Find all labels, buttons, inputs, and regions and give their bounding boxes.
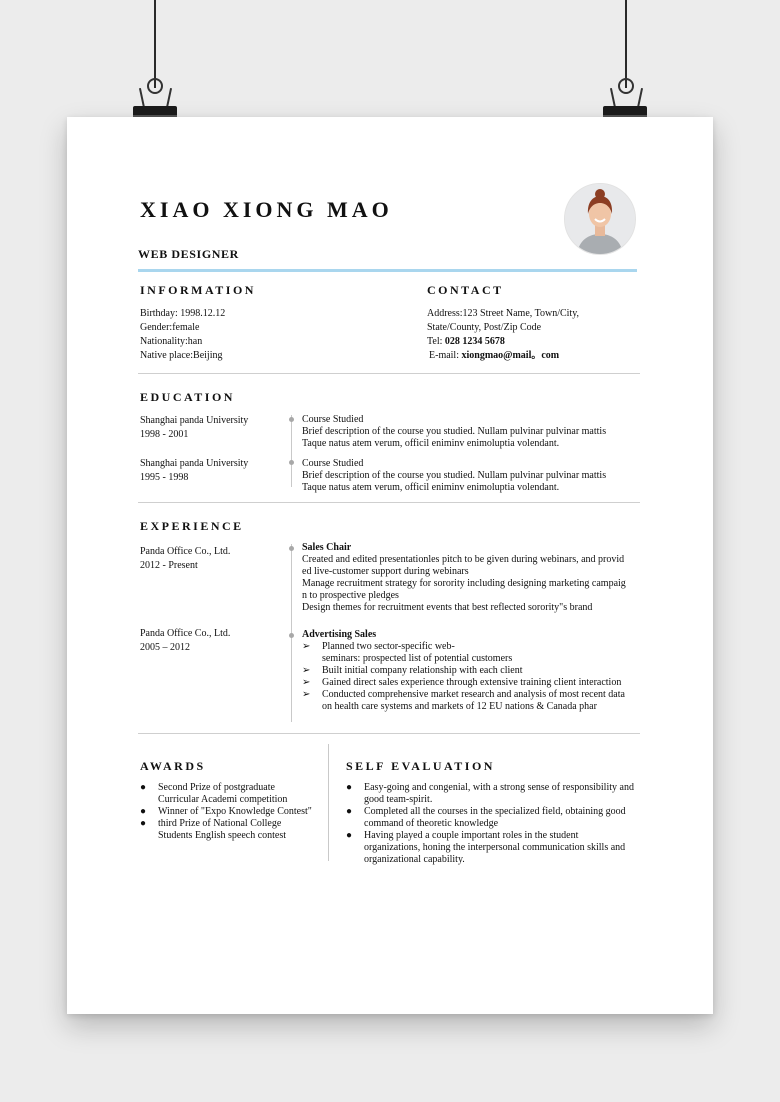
role-line: Manage recruitment strategy for sorority including designing marketing campaig [302,578,626,589]
list-item: ● Having played a couple important roles in the student organizations, honing the interpersonal communication skills and organizational capability. [346,830,626,865]
experience-heading: EXPERIENCE [140,519,244,533]
timeline-dot [289,546,294,551]
list-item: ● Easy-going and congenial, with a strong sense of responsibility and good team-spirit. [346,782,634,805]
awards-list [140,782,320,842]
course-desc: Taque natus atem verum, officil eniminv enimoluptia volendant. [302,438,560,449]
education-item-1-left [140,414,248,442]
native-place-text: Native place:Beijing [140,350,223,361]
bullet-icon: ● [140,818,147,829]
role-bullets [302,641,625,713]
address-line-2: State/County, Post/Zip Code [427,322,542,333]
school-name: Shanghai panda University [140,415,249,426]
list-item: ● third Prize of National College Students English speech contest [140,818,287,841]
timeline-dot [289,417,294,422]
role-title: Sales Chair [302,542,352,553]
hanging-wire-left [154,0,156,88]
email-label: E-mail: [429,350,462,361]
nationality-text: Nationality:han [140,336,203,347]
bottom-column-divider [328,744,329,861]
experience-item-1-right [302,542,626,614]
email-line [427,349,579,363]
experience-item-2-right [302,629,625,713]
experience-item-1-left [140,545,230,573]
school-years: 1995 - 1998 [140,472,189,483]
education-item-2-left [140,457,248,485]
address-line-1: Address:123 Street Name, Town/City, [427,308,580,319]
list-item: ● Winner of "Expo Knowledge Contest" [140,806,312,817]
list-item: seminars: prospected list of potential customers [322,653,513,664]
timeline-dot [289,633,294,638]
arrow-bullet-icon: ➢ [302,677,311,688]
course-title: Course Studied [302,458,364,469]
divider-education [138,502,640,503]
role-title: Advertising Sales [302,629,377,640]
resume-paper [67,117,713,1014]
job-title: WEB DESIGNER [138,247,239,261]
information-list [140,307,225,363]
company-years: 2012 - Present [140,560,198,571]
role-line: Design themes for recruitment events that best reflected sorority"s brand [302,602,593,613]
information-heading: INFORMATION [140,283,256,297]
list-item: on health care systems and markets of 12 EU nations & Canada phar [322,701,597,712]
profile-photo [564,183,636,255]
school-name: Shanghai panda University [140,458,249,469]
school-years: 1998 - 2001 [140,429,189,440]
bullet-icon: ● [346,806,353,817]
divider-experience [138,733,640,734]
role-line: ed live-customer support during webinars [302,566,469,577]
experience-item-2-left [140,627,230,655]
self-evaluation-list [346,782,646,866]
education-heading: EDUCATION [140,390,235,404]
bullet-icon: ● [346,830,353,841]
list-item: ● Completed all the courses in the specialized field, obtaining good command of theoretic knowledge [346,806,626,829]
contact-heading: CONTACT [427,283,504,297]
tel-line [427,335,579,349]
email-value: xiongmao@mail。com [461,350,560,361]
course-title: Course Studied [302,414,364,425]
role-line: Created and edited presentationles pitch to be given during webinars, and provid [302,554,625,565]
arrow-bullet-icon: ➢ [302,689,311,700]
course-desc: Taque natus atem verum, officil eniminv enimoluptia volendant. [302,482,560,493]
awards-heading: AWARDS [140,759,206,773]
company-name: Panda Office Co., Ltd. [140,546,231,557]
list-item: ➢ Built initial company relationship with each client [302,665,523,676]
contact-list [427,307,579,363]
timeline-dot [289,460,294,465]
education-timeline [291,415,292,487]
tel-label: Tel: [427,336,445,347]
header-divider [138,269,637,272]
hanging-wire-right [625,0,627,88]
company-name: Panda Office Co., Ltd. [140,628,231,639]
company-years: 2005 – 2012 [140,642,190,653]
list-item: ➢ Conducted comprehensive market research and analysis of most recent data [302,689,625,700]
course-desc: Brief description of the course you studied. Nullam pulvinar pulvinar mattis [302,470,607,481]
divider-info [138,373,640,374]
candidate-name: XIAO XIONG MAO [140,197,393,222]
tel-value: 028 1234 5678 [444,336,505,347]
course-desc: Brief description of the course you studied. Nullam pulvinar pulvinar mattis [302,426,607,437]
gender-text: Gender:female [140,322,200,333]
role-line: n to prospective pledges [302,590,399,601]
education-item-2-right [302,458,606,494]
list-item: ● Second Prize of postgraduate Curricular Academi competition [140,782,288,805]
bullet-icon: ● [140,806,147,817]
list-item: ➢ Planned two sector-specific web- [302,641,455,652]
bullet-icon: ● [346,782,353,793]
self-evaluation-heading: SELF EVALUATION [346,759,495,773]
arrow-bullet-icon: ➢ [302,665,311,676]
education-item-1-right [302,414,606,450]
list-item: ➢ Gained direct sales experience through extensive training client interaction [302,677,622,688]
birthday-text: Birthday: 1998.12.12 [140,308,226,319]
arrow-bullet-icon: ➢ [302,641,311,652]
bullet-icon: ● [140,782,147,793]
